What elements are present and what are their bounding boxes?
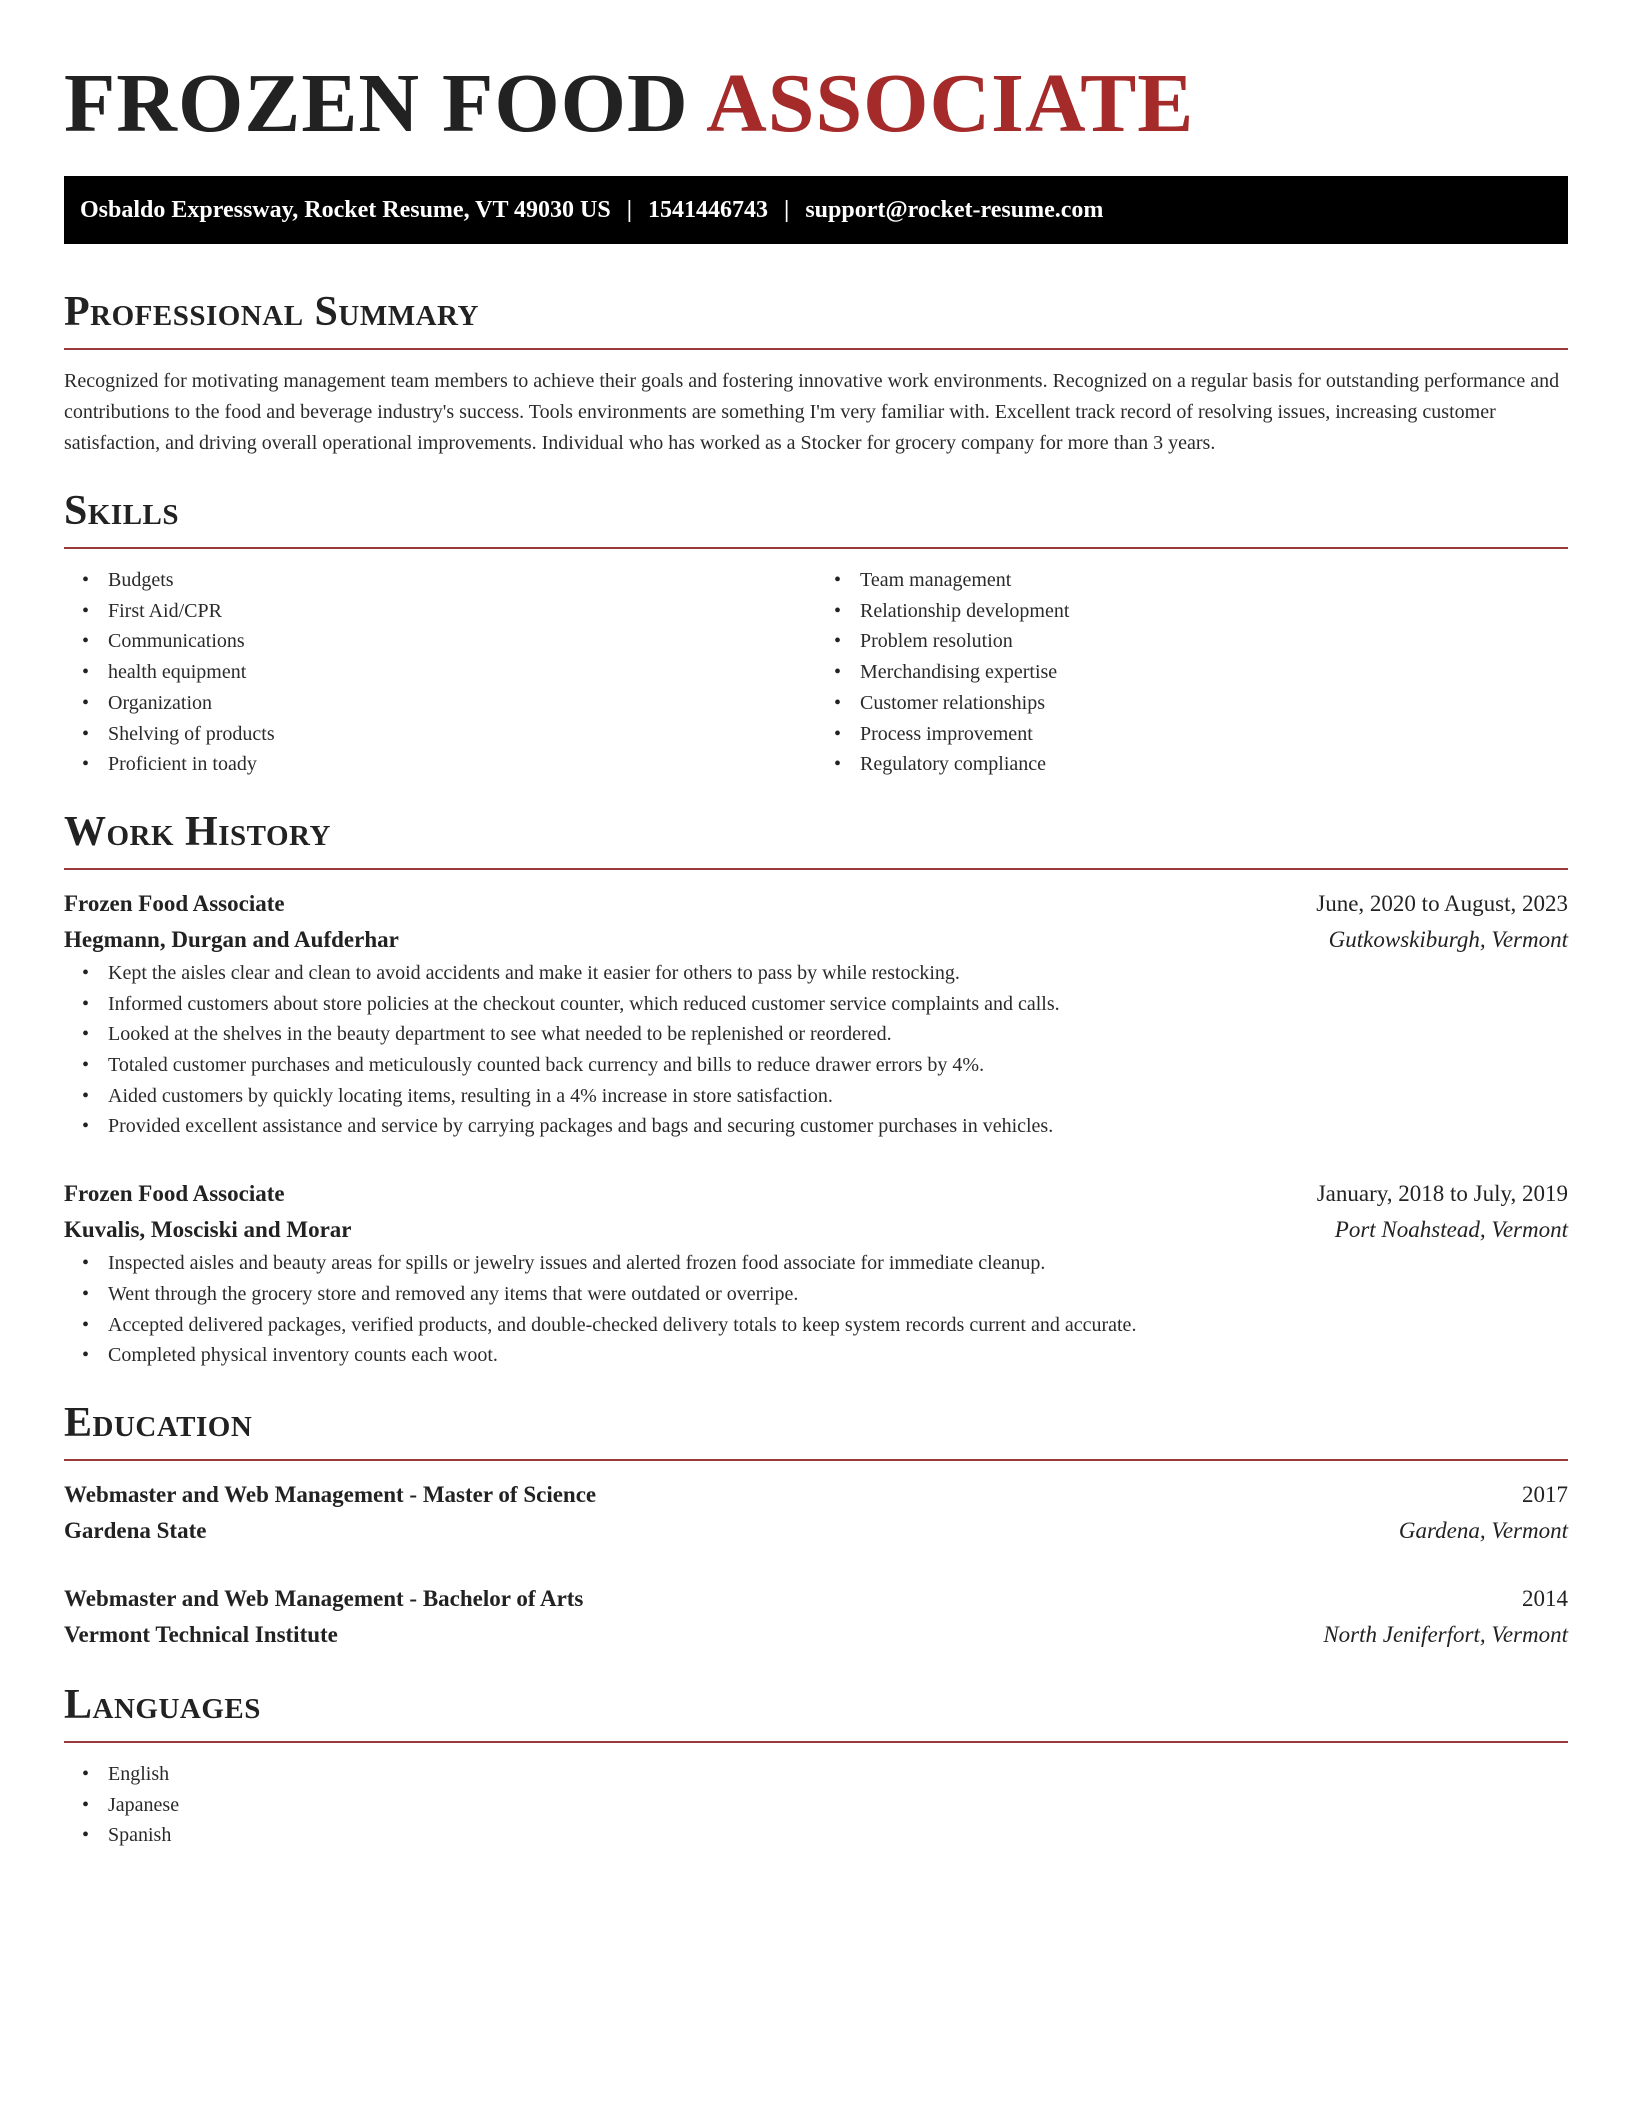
title-job-part: FROZEN FOOD [64,57,689,150]
section-heading-summary: Professional Summary [64,289,479,335]
contact-bar [64,176,1568,244]
skill-item: • First Aid/CPR [108,596,816,627]
skill-item: • Problem resolution [860,626,1568,657]
contact-separator: | [784,196,790,223]
job-company: Hegmann, Durgan and Aufderhar [64,926,399,952]
school-location: North Jeniferfort, Vermont [1323,1621,1568,1647]
education-entry [64,1477,1568,1549]
education-entry [64,1581,1568,1653]
contact-email[interactable]: support@rocket-resume.com [805,196,1104,223]
skill-item: • Regulatory compliance [860,749,1568,780]
school-row [64,1617,1568,1653]
job-title: Frozen Food Associate [64,1181,285,1207]
skills-grid [64,565,1568,780]
job-title-row [64,1176,1568,1212]
skill-item: • Communications [108,626,816,657]
languages-section [64,1679,1568,1851]
job-bullet: • Inspected aisles and beauty areas for spills or jewelry issues and alerted frozen food associate for immediate cleanup. [108,1248,1568,1279]
job-bullet: • Went through the grocery store and removed any items that were outdated or overripe. [108,1279,1568,1310]
job-bullet-list [64,1248,1568,1371]
job-bullet: • Aided customers by quickly locating items, resulting in a 4% increase in store satisfaction. [108,1081,1568,1112]
degree-row [64,1477,1568,1513]
skill-item: • Team management [860,565,1568,596]
job-bullet: • Kept the aisles clear and clean to avoid accidents and make it easier for others to pass by while restocking. [108,958,1568,989]
skill-item: • Relationship development [860,596,1568,627]
education-section [64,1397,1568,1653]
skills-list-right [816,565,1568,780]
contact-address: Osbaldo Expressway, Rocket Resume, VT 49030 US [80,196,611,223]
job-entry [64,886,1568,1142]
section-divider [64,1741,1568,1743]
language-item: • Japanese [108,1790,1568,1821]
degree-name: Webmaster and Web Management - Master of Science [64,1481,597,1507]
section-divider [64,348,1568,350]
section-divider [64,1459,1568,1461]
section-heading-work: Work History [64,808,331,855]
job-title: Frozen Food Associate [64,890,285,916]
job-entry [64,1176,1568,1371]
job-dates: January, 2018 to July, 2019 [1316,1181,1568,1207]
language-item: • Spanish [108,1820,1568,1851]
job-company: Kuvalis, Mosciski and Morar [64,1217,352,1243]
contact-separator: | [626,196,633,223]
degree-row [64,1581,1568,1617]
job-bullet: • Totaled customer purchases and meticulously counted back currency and bills to reduce drawer errors by 4%. [108,1050,1568,1081]
section-heading-education: Education [64,1399,253,1446]
school-name: Gardena State [64,1517,207,1543]
skill-item: • Merchandising expertise [860,657,1568,688]
skill-item: • Organization [108,688,816,719]
skill-item: • Process improvement [860,719,1568,750]
job-bullet: • Looked at the shelves in the beauty department to see what needed to be replenished or reordered. [108,1019,1568,1050]
skill-item: • Budgets [108,565,816,596]
job-bullet: • Provided excellent assistance and service by carrying packages and bags and securing customer purchases in vehicles. [108,1111,1568,1142]
job-location: Gutkowskiburgh, Vermont [1328,926,1568,952]
job-bullet: • Completed physical inventory counts each woot. [108,1340,1568,1371]
skill-item: • Shelving of products [108,719,816,750]
section-divider [64,868,1568,870]
school-name: Vermont Technical Institute [64,1621,338,1647]
school-row [64,1513,1568,1549]
contact-phone[interactable]: 1541446743 [648,196,769,223]
summary-section [64,286,1568,459]
degree-year: 2014 [1522,1585,1568,1611]
skills-list-left [64,565,816,780]
section-divider [64,547,1568,549]
resume-page [64,56,1568,1851]
summary-text: Recognized for motivating management team members to achieve their goals and fostering innovative work environments. Recognized on a regular basis for outstanding performance and contributions to the food and beverage industry's success. Tools environments are something I'm very familiar with. Excellent track record of resolving issues, increasing customer satisfaction, and driving overall operational improvements. Individual who has worked as a Stocker for grocery company for more than 3 years. [64,370,1560,454]
school-location: Gardena, Vermont [1398,1517,1568,1543]
languages-list [64,1759,1568,1851]
section-heading-languages: Languages [64,1681,261,1728]
job-title-row [64,886,1568,922]
work-history-section [64,806,1568,1371]
degree-year: 2017 [1522,1481,1568,1507]
job-company-row [64,1212,1568,1248]
job-location: Port Noahstead, Vermont [1334,1217,1568,1243]
skills-section [64,485,1568,780]
section-heading-skills: Skills [64,488,180,534]
job-bullet-list [64,958,1568,1142]
job-bullet: • Informed customers about store policies at the checkout counter, which reduced customer service complaints and calls. [108,989,1568,1020]
degree-name: Webmaster and Web Management - Bachelor of Arts [64,1585,584,1611]
skill-item: • Proficient in toady [108,749,816,780]
resume-title [64,56,1568,152]
skill-item: • health equipment [108,657,816,688]
job-bullet: • Accepted delivered packages, verified products, and double-checked delivery totals to keep system records current and accurate. [108,1310,1568,1341]
skill-item: • Customer relationships [860,688,1568,719]
job-dates: June, 2020 to August, 2023 [1316,890,1568,916]
job-company-row [64,922,1568,958]
language-item: • English [108,1759,1568,1790]
title-accent-part: ASSOCIATE [706,57,1195,150]
